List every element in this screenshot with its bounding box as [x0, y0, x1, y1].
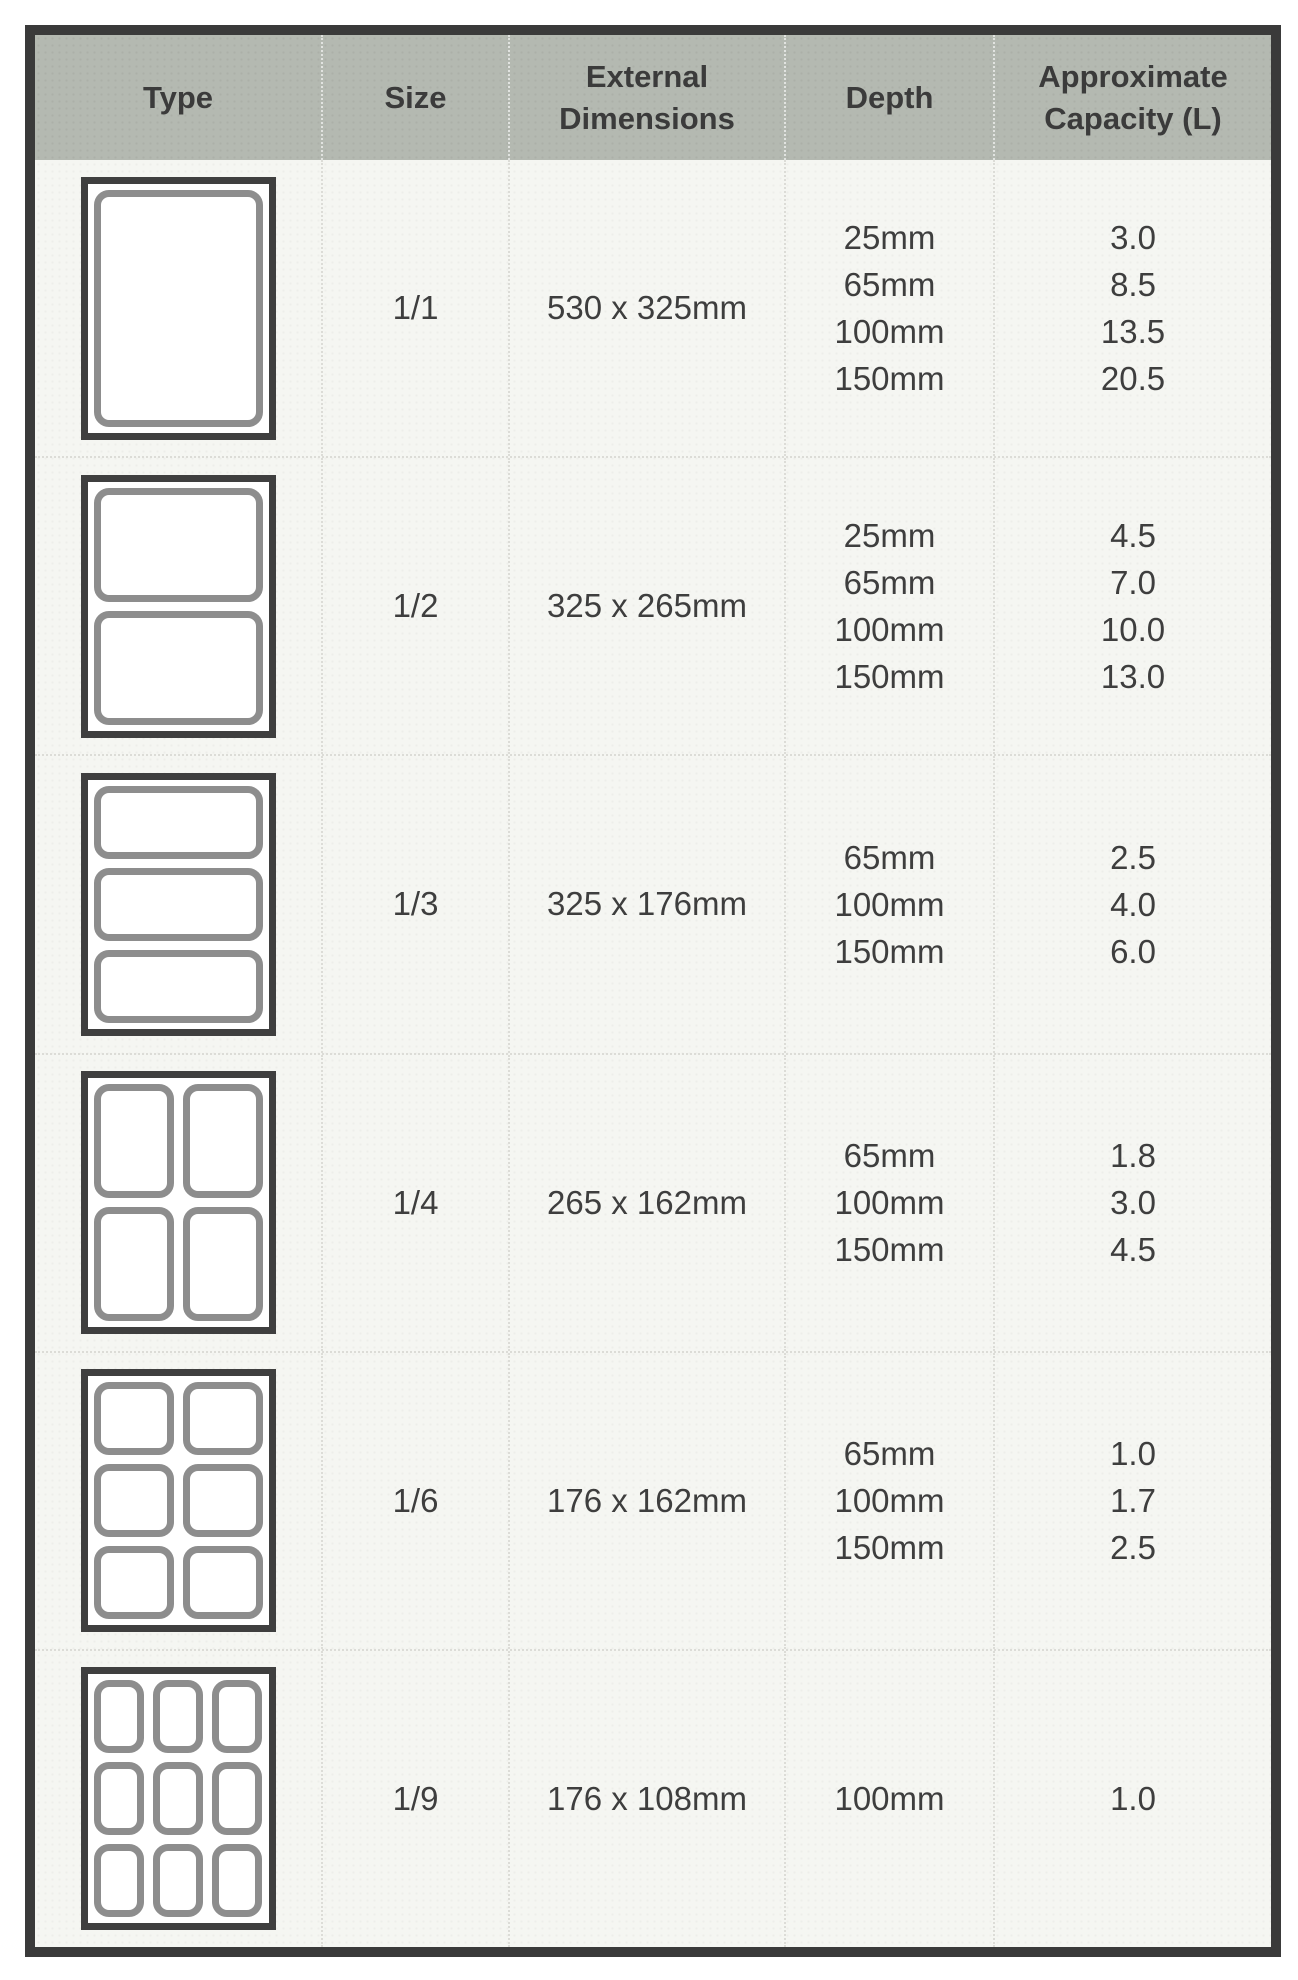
- type-cell: [35, 160, 323, 456]
- depth-cell: [786, 1055, 995, 1351]
- capacity-value: 1.0: [1110, 1435, 1156, 1473]
- pan-compartment: [94, 786, 263, 859]
- pan-compartment: [183, 1207, 263, 1321]
- capacity-value: 4.0: [1110, 885, 1156, 923]
- capacity-value: 3.0: [1110, 1184, 1156, 1222]
- dimensions-value: 176 x 108mm: [547, 1779, 747, 1817]
- pan-compartment: [183, 1546, 263, 1619]
- pan-compartment: [94, 1207, 174, 1321]
- table-header-row: [35, 35, 1271, 160]
- pan-compartment: [94, 950, 263, 1023]
- depth-value: 150mm: [834, 932, 945, 970]
- depth-value: 100mm: [834, 1482, 945, 1520]
- size-cell: [323, 1055, 510, 1351]
- pan-layout-1-6: [94, 1382, 263, 1619]
- column-header-dimensions: External Dimensions: [510, 35, 786, 160]
- depth-value: 65mm: [843, 1435, 936, 1473]
- pan-compartment: [94, 1382, 174, 1455]
- pan-compartment: [94, 868, 263, 941]
- depth-value: 100mm: [834, 1184, 945, 1222]
- depth-value: 150mm: [834, 1529, 945, 1567]
- pan-compartment: [153, 1762, 203, 1835]
- capacity-value: 1.8: [1110, 1137, 1156, 1175]
- type-cell: [35, 1055, 323, 1351]
- pan-diagram: [81, 177, 276, 440]
- size-cell: [323, 458, 510, 754]
- dimensions-cell: [510, 1651, 786, 1947]
- pan-layout-1-4: [94, 1084, 263, 1321]
- capacity-value: 2.5: [1110, 1529, 1156, 1567]
- pan-compartment: [183, 1084, 263, 1198]
- capacity-value: 4.5: [1110, 517, 1156, 555]
- depth-value: 65mm: [843, 266, 936, 304]
- pan-diagram: [81, 773, 276, 1036]
- pan-compartment: [153, 1844, 203, 1917]
- size-cell: [323, 1651, 510, 1947]
- capacity-value: 20.5: [1100, 360, 1166, 398]
- dimensions-cell: [510, 1055, 786, 1351]
- type-cell: [35, 1651, 323, 1947]
- pan-compartment: [153, 1680, 203, 1753]
- depth-value: 150mm: [834, 1231, 945, 1269]
- dimensions-value: 325 x 176mm: [547, 885, 747, 923]
- size-cell: [323, 160, 510, 456]
- capacity-cell: [995, 1055, 1271, 1351]
- depth-cell: [786, 458, 995, 754]
- table-row: [35, 1053, 1271, 1351]
- pan-compartment: [94, 611, 263, 725]
- column-header-type: Type: [35, 35, 323, 160]
- type-cell: [35, 756, 323, 1052]
- capacity-value: 1.0: [1110, 1780, 1156, 1818]
- depth-value: 25mm: [843, 219, 936, 257]
- depth-value: 100mm: [834, 885, 945, 923]
- depth-value: 150mm: [834, 658, 945, 696]
- pan-diagram: [81, 1667, 276, 1930]
- dimensions-value: 325 x 265mm: [547, 587, 747, 625]
- pan-diagram: [81, 475, 276, 738]
- pan-compartment: [183, 1464, 263, 1537]
- capacity-value: 7.0: [1110, 564, 1156, 602]
- size-cell: [323, 756, 510, 1052]
- dimensions-cell: [510, 458, 786, 754]
- type-cell: [35, 458, 323, 754]
- table-body: [35, 160, 1271, 1947]
- depth-cell: [786, 1353, 995, 1649]
- depth-value: 65mm: [843, 838, 936, 876]
- column-header-capacity: Approximate Capacity (L): [1038, 58, 1228, 136]
- table-row: [35, 160, 1271, 456]
- depth-value: 65mm: [843, 1137, 936, 1175]
- capacity-value: 1.7: [1110, 1482, 1156, 1520]
- pan-compartment: [94, 1546, 174, 1619]
- pan-compartment: [212, 1680, 262, 1753]
- capacity-cell: [995, 1353, 1271, 1649]
- depth-value: 100mm: [834, 1780, 945, 1818]
- dimensions-cell: [510, 756, 786, 1052]
- size-value: 1/9: [392, 1779, 439, 1817]
- pan-layout-1-3: [94, 786, 263, 1023]
- pan-compartment: [94, 1084, 174, 1198]
- pan-layout-1-9: [94, 1680, 263, 1917]
- table-row: [35, 456, 1271, 754]
- table-row: [35, 754, 1271, 1052]
- capacity-cell: [995, 1651, 1271, 1947]
- pan-layout-1-1: [94, 190, 263, 427]
- capacity-value: 8.5: [1110, 266, 1156, 304]
- capacity-value: 6.0: [1110, 932, 1156, 970]
- capacity-value: 3.0: [1110, 219, 1156, 257]
- pan-compartment: [94, 1762, 144, 1835]
- dimensions-cell: [510, 160, 786, 456]
- depth-cell: [786, 1651, 995, 1947]
- dimensions-value: 176 x 162mm: [547, 1481, 747, 1519]
- size-value: 1/2: [392, 587, 439, 625]
- capacity-value: 10.0: [1100, 611, 1166, 649]
- depth-value: 25mm: [843, 517, 936, 555]
- capacity-value: 4.5: [1110, 1231, 1156, 1269]
- type-cell: [35, 1353, 323, 1649]
- depth-value: 65mm: [843, 564, 936, 602]
- pan-diagram: [81, 1369, 276, 1632]
- column-header-size: Size: [323, 35, 510, 160]
- dimensions-value: 265 x 162mm: [547, 1183, 747, 1221]
- capacity-value: 2.5: [1110, 838, 1156, 876]
- depth-cell: [786, 756, 995, 1052]
- depth-value: 100mm: [834, 611, 945, 649]
- size-cell: [323, 1353, 510, 1649]
- pan-layout-1-2: [94, 488, 263, 725]
- table-row: [35, 1351, 1271, 1649]
- pan-compartment: [94, 1680, 144, 1753]
- capacity-cell: [995, 458, 1271, 754]
- depth-cell: [786, 160, 995, 456]
- size-value: 1/3: [392, 885, 439, 923]
- depth-value: 100mm: [834, 313, 945, 351]
- size-value: 1/1: [392, 289, 439, 327]
- dimensions-cell: [510, 1353, 786, 1649]
- table-row: [35, 1649, 1271, 1947]
- dimensions-value: 530 x 325mm: [547, 289, 747, 327]
- pan-compartment: [94, 190, 263, 427]
- pan-compartment: [94, 1844, 144, 1917]
- gastronorm-size-table: [25, 25, 1281, 1957]
- pan-compartment: [94, 1464, 174, 1537]
- capacity-value: 13.0: [1100, 658, 1166, 696]
- size-value: 1/4: [392, 1183, 439, 1221]
- capacity-cell: [995, 160, 1271, 456]
- column-header-depth: Depth: [786, 35, 995, 160]
- pan-compartment: [212, 1844, 262, 1917]
- capacity-cell: [995, 756, 1271, 1052]
- size-value: 1/6: [392, 1481, 439, 1519]
- depth-value: 150mm: [834, 360, 945, 398]
- pan-compartment: [94, 488, 263, 602]
- pan-compartment: [183, 1382, 263, 1455]
- pan-diagram: [81, 1071, 276, 1334]
- capacity-value: 13.5: [1100, 313, 1166, 351]
- pan-compartment: [212, 1762, 262, 1835]
